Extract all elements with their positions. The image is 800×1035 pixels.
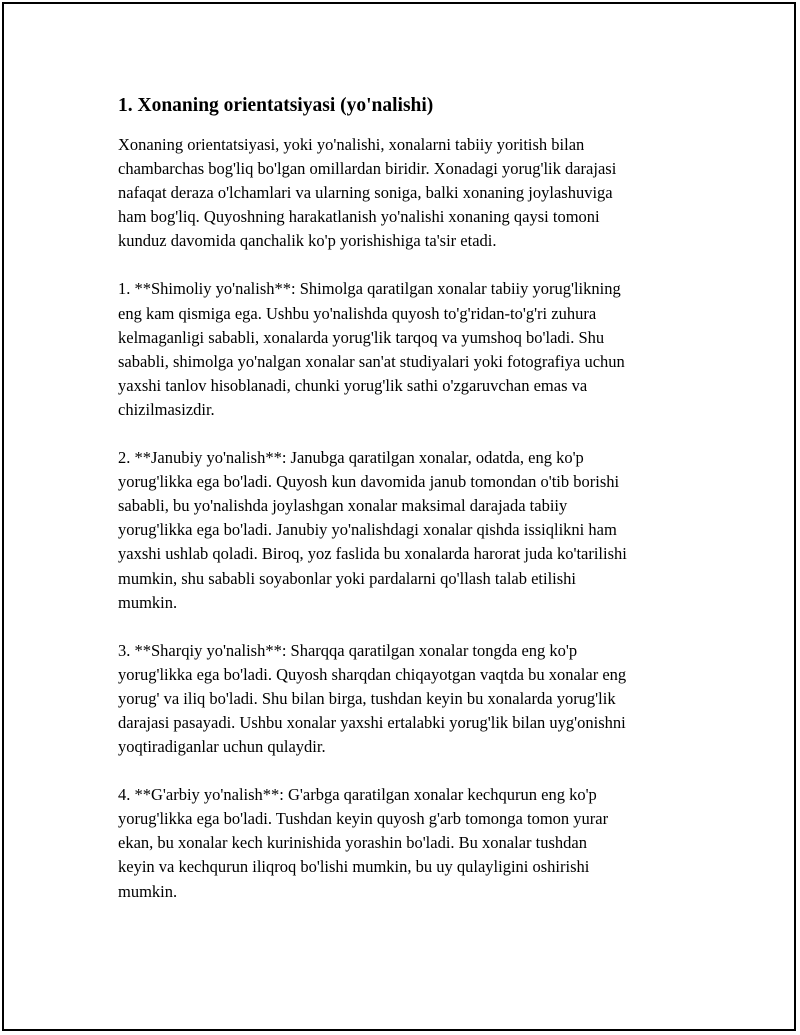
text-line: 1. **Shimoliy yo'nalish**: Shimolga qaratilgan xonalar tabiiy yorug'likning bbox=[118, 279, 621, 299]
document-body bbox=[118, 92, 698, 928]
text-line: ham bog'liq. Quyoshning harakatlanish yo'nalishi xonaning qaysi tomoni bbox=[118, 207, 600, 227]
text-line: 3. **Sharqiy yo'nalish**: Sharqqa qaratilgan xonalar tongda eng ko'p bbox=[118, 640, 578, 660]
text-line: eng kam qismiga ega. Ushbu yo'nalishda quyosh to'g'ridan-to'g'ri zuhura bbox=[118, 303, 597, 323]
west-orientation-paragraph bbox=[118, 783, 698, 903]
text-line: kunduz davomida qanchalik ko'p yorishishiga ta'sir etadi. bbox=[118, 231, 497, 251]
text-line: yorug'likka ega bo'ladi. Tushdan keyin quyosh g'arb tomonga tomon yurar bbox=[118, 809, 609, 829]
text-line: yorug'likka ega bo'ladi. Janubiy yo'nalishdagi xonalar qishda issiqlikni ham bbox=[118, 520, 617, 540]
text-line: yorug' va iliq bo'ladi. Shu bilan birga, tushdan keyin bu xonalarda yorug'lik bbox=[118, 688, 616, 708]
section-title: 1. Xonaning orientatsiyasi (yo'nalishi) bbox=[118, 95, 434, 116]
text-line: yaxshi tanlov hisoblanadi, chunki yorug'lik sathi o'zgaruvchan emas va bbox=[118, 375, 588, 395]
text-line: sababli, bu yo'nalishda joylashgan xonalar maksimal darajada tabiiy bbox=[118, 496, 568, 516]
north-orientation-paragraph bbox=[118, 277, 698, 422]
text-line: chizilmasizdir. bbox=[118, 399, 215, 419]
south-orientation-paragraph bbox=[118, 446, 698, 615]
text-line: kelmaganligi sababli, xonalarda yorug'lik tarqoq va yumshoq bo'ladi. Shu bbox=[118, 327, 605, 347]
text-line: 2. **Janubiy yo'nalish**: Janubga qaratilgan xonalar, odatda, eng ko'p bbox=[118, 448, 584, 468]
text-line: yaxshi ushlab qoladi. Biroq, yoz faslida bu xonalarda harorat juda ko'tarilishi bbox=[118, 544, 627, 564]
intro-paragraph bbox=[118, 133, 698, 253]
east-orientation-paragraph bbox=[118, 639, 698, 759]
text-line: yorug'likka ega bo'ladi. Quyosh kun davomida janub tomondan o'tib borishi bbox=[118, 472, 620, 492]
text-line: yoqtiradiganlar uchun qulaydir. bbox=[118, 737, 326, 757]
text-line: chambarchas bog'liq bo'lgan omillardan biridir. Xonadagi yorug'lik darajasi bbox=[118, 159, 617, 179]
text-line: nafaqat deraza o'lchamlari va ularning soniga, balki xonaning joylashuviga bbox=[118, 183, 613, 203]
text-line: yorug'likka ega bo'ladi. Quyosh sharqdan chiqayotgan vaqtda bu xonalar eng bbox=[118, 664, 627, 684]
text-line: ekan, bu xonalar kech kurinishida yorashin bo'ladi. Bu xonalar tushdan bbox=[118, 833, 587, 853]
text-line: keyin va kechqurun iliqroq bo'lishi mumkin, bu uy qulayligini oshirishi bbox=[118, 857, 590, 877]
text-line: 4. **G'arbiy yo'nalish**: G'arbga qaratilgan xonalar kechqurun eng ko'p bbox=[118, 785, 597, 805]
text-line: mumkin, shu sababli soyabonlar yoki pardalarni qo'llash talab etilishi bbox=[118, 568, 577, 588]
text-line: mumkin. bbox=[118, 592, 178, 612]
text-line: sababli, shimolga yo'nalgan xonalar san'at studiyalari yoki fotografiya uchun bbox=[118, 351, 625, 371]
text-line: darajasi pasayadi. Ushbu xonalar yaxshi ertalabki yorug'lik bilan uyg'onishni bbox=[118, 712, 626, 732]
text-line: mumkin. bbox=[118, 881, 178, 901]
text-line: Xonaning orientatsiyasi, yoki yo'nalishi, xonalarni tabiiy yoritish bilan bbox=[118, 135, 585, 154]
